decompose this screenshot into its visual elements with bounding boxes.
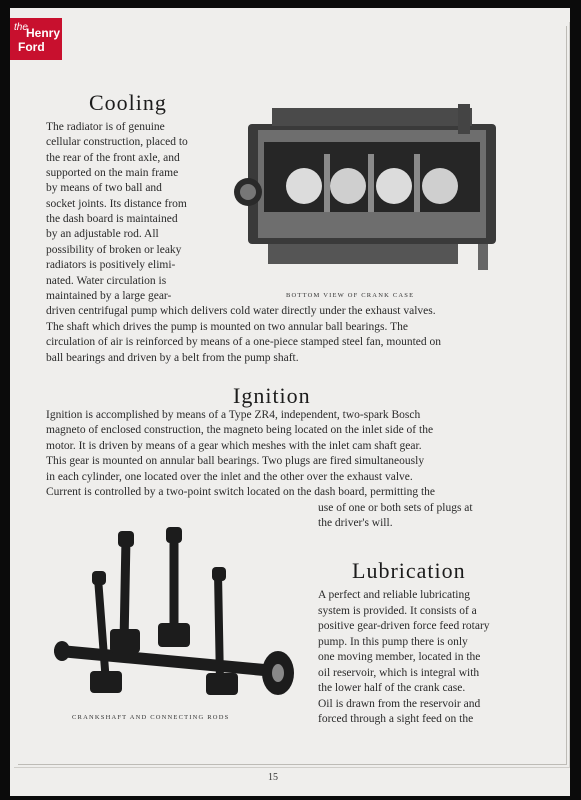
crankshaft-photo	[50, 523, 300, 708]
crank-case-photo	[228, 94, 510, 290]
text-line: supported on the main frame	[46, 167, 179, 179]
text-line: Current is controlled by a two-point switch located on the dash board, permitting the	[46, 486, 435, 498]
lubrication-heading: Lubrication	[352, 558, 466, 583]
text-line: one moving member, located in the	[318, 651, 481, 663]
text-line: by an adjustable rod. All	[46, 228, 159, 240]
text-line: This gear is mounted on annular ball bearings. Two plugs are fired simultaneously	[46, 455, 425, 467]
text-line: possibility of broken or leaky	[46, 244, 182, 256]
text-line: the lower half of the crank case.	[318, 682, 466, 694]
text-line: circulation of air is reinforced by means of a one-piece stamped steel fan, mounted on	[46, 336, 442, 348]
text-line: maintained by a large gear-	[46, 290, 172, 302]
text-line: radiators is positively elimi-	[46, 259, 176, 271]
text-line: ball bearings and driven by a belt from the pump shaft.	[46, 352, 299, 364]
page	[10, 8, 570, 796]
text-line: oil reservoir, which is integral with	[318, 667, 480, 679]
text-line: A perfect and reliable lubricating	[318, 589, 470, 601]
text-line: The radiator is of genuine	[46, 121, 165, 133]
logo-line-3: Ford	[18, 40, 45, 54]
ignition-heading: Ignition	[233, 383, 311, 408]
text-line: in each cylinder, one located over the inlet and the other over the exhaust valve.	[46, 471, 413, 483]
text-line: pump. In this pump there is only	[318, 636, 468, 648]
text-line: the rear of the front axle, and	[46, 152, 180, 164]
text-line: by means of two ball and	[46, 182, 162, 194]
henry-ford-logo	[10, 18, 62, 60]
text-line: system is provided. It consists of a	[318, 605, 477, 617]
crankshaft-caption: CRANKSHAFT AND CONNECTING RODS	[72, 714, 230, 721]
text-line: socket joints. Its distance from	[46, 198, 187, 210]
text-line: driven centrifugal pump which delivers cold water directly under the exhaust valves.	[46, 305, 436, 317]
text-line: the dash board is maintained	[46, 213, 178, 225]
text-line: the driver's will.	[318, 517, 393, 529]
text-line: positive gear-driven force feed rotary	[318, 620, 490, 632]
text-line: Oil is drawn from the reservoir and	[318, 698, 481, 710]
page-number: 15	[268, 772, 278, 783]
text-line: cellular construction, placed to	[46, 136, 188, 148]
cooling-heading: Cooling	[89, 90, 167, 115]
text-line: forced through a sight feed on the	[318, 713, 474, 725]
text-line: Ignition is accomplished by means of a Type ZR4, independent, two-spark Bosch	[46, 409, 421, 421]
text-line: magneto of enclosed construction, the magneto being located on the inlet side of the	[46, 424, 434, 436]
text-line: motor. It is driven by means of a gear which meshes with the inlet cam shaft gear.	[46, 440, 422, 452]
crank-case-caption: BOTTOM VIEW OF CRANK CASE	[286, 292, 415, 299]
text-line: The shaft which drives the pump is mounted on two annular ball bearings. The	[46, 321, 408, 333]
logo-line-1: the	[14, 22, 28, 33]
text-line: nated. Water circulation is	[46, 275, 167, 287]
text-line: use of one or both sets of plugs at	[318, 502, 473, 514]
logo-line-2: Henry	[26, 26, 61, 40]
